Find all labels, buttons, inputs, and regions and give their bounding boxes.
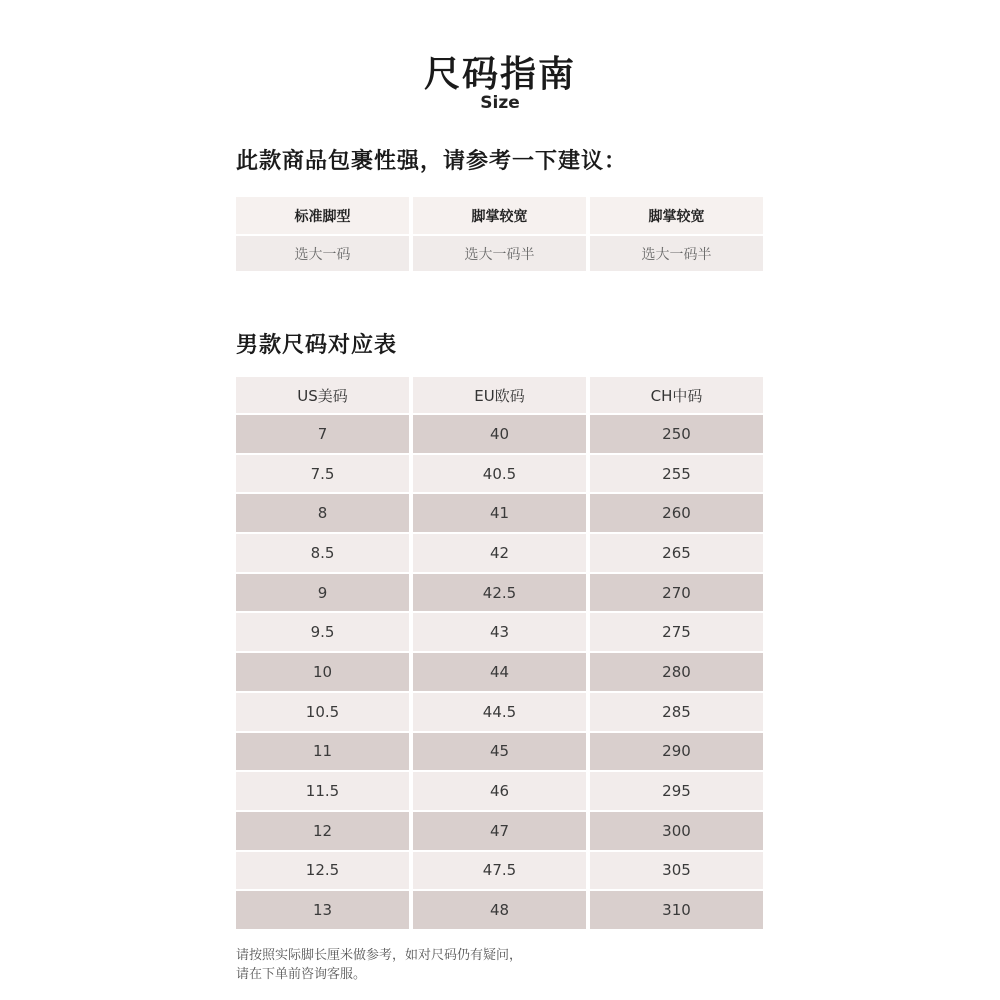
table-cell: 12 bbox=[236, 812, 409, 850]
table-cell: 7.5 bbox=[236, 455, 409, 493]
size-table bbox=[236, 377, 764, 931]
advice-value-cell: 选大一码半 bbox=[590, 236, 763, 271]
table-row bbox=[236, 653, 764, 691]
table-cell: 305 bbox=[590, 852, 763, 890]
table-cell: 8.5 bbox=[236, 534, 409, 572]
table-cell: 9.5 bbox=[236, 613, 409, 651]
table-cell: 10.5 bbox=[236, 693, 409, 731]
table-cell: 275 bbox=[590, 613, 763, 651]
size-note bbox=[236, 946, 522, 984]
advice-header-cell: 脚掌较宽 bbox=[413, 197, 586, 234]
table-cell: 7 bbox=[236, 415, 409, 453]
table-cell: 47 bbox=[413, 812, 586, 850]
size-table-heading: 男款尺码对应表 bbox=[236, 333, 398, 358]
table-cell: 9 bbox=[236, 574, 409, 612]
advice-value-cell: 选大一码半 bbox=[413, 236, 586, 271]
table-cell: 40.5 bbox=[413, 455, 586, 493]
size-header-cell: EU欧码 bbox=[413, 377, 586, 413]
table-row bbox=[236, 534, 764, 572]
table-cell: 13 bbox=[236, 891, 409, 929]
page-subtitle: Size bbox=[480, 93, 520, 113]
table-cell: 10 bbox=[236, 653, 409, 691]
advice-table bbox=[236, 197, 764, 273]
table-cell: 260 bbox=[590, 494, 763, 532]
size-note-line: 请按照实际脚长厘米做参考，如对尺码仍有疑问， bbox=[236, 948, 523, 963]
table-cell: 300 bbox=[590, 812, 763, 850]
table-cell: 285 bbox=[590, 693, 763, 731]
table-row bbox=[236, 574, 764, 612]
table-cell: 310 bbox=[590, 891, 763, 929]
table-cell: 48 bbox=[413, 891, 586, 929]
table-row bbox=[236, 812, 764, 850]
table-cell: 43 bbox=[413, 613, 586, 651]
table-cell: 295 bbox=[590, 772, 763, 810]
table-row bbox=[236, 891, 764, 929]
table-cell: 42.5 bbox=[413, 574, 586, 612]
table-row bbox=[236, 494, 764, 532]
table-row bbox=[236, 415, 764, 453]
table-cell: 46 bbox=[413, 772, 586, 810]
table-cell: 8 bbox=[236, 494, 409, 532]
table-cell: 44.5 bbox=[413, 693, 586, 731]
table-cell: 12.5 bbox=[236, 852, 409, 890]
table-cell: 47.5 bbox=[413, 852, 586, 890]
table-cell: 42 bbox=[413, 534, 586, 572]
advice-value-cell: 选大一码 bbox=[236, 236, 409, 271]
table-cell: 40 bbox=[413, 415, 586, 453]
table-cell: 290 bbox=[590, 733, 763, 771]
table-cell: 11 bbox=[236, 733, 409, 771]
size-header-cell: CH中码 bbox=[590, 377, 763, 413]
advice-header-cell: 脚掌较宽 bbox=[590, 197, 763, 234]
table-row bbox=[236, 693, 764, 731]
table-cell: 44 bbox=[413, 653, 586, 691]
table-row bbox=[236, 852, 764, 890]
advice-value-row bbox=[236, 236, 764, 271]
advice-header-row bbox=[236, 197, 764, 234]
advice-header-cell: 标准脚型 bbox=[236, 197, 409, 234]
table-cell: 255 bbox=[590, 455, 763, 493]
table-cell: 265 bbox=[590, 534, 763, 572]
table-row bbox=[236, 455, 764, 493]
size-header-row bbox=[236, 377, 764, 413]
table-cell: 280 bbox=[590, 653, 763, 691]
table-cell: 41 bbox=[413, 494, 586, 532]
table-cell: 270 bbox=[590, 574, 763, 612]
table-row bbox=[236, 613, 764, 651]
table-cell: 250 bbox=[590, 415, 763, 453]
size-note-line: 请在下单前咨询客服。 bbox=[236, 967, 367, 982]
table-row bbox=[236, 733, 764, 771]
advice-heading: 此款商品包裹性强，请参考一下建议： bbox=[236, 149, 628, 174]
table-cell: 45 bbox=[413, 733, 586, 771]
table-row bbox=[236, 772, 764, 810]
page-title: 尺码指南 bbox=[423, 54, 576, 95]
table-cell: 11.5 bbox=[236, 772, 409, 810]
size-header-cell: US美码 bbox=[236, 377, 409, 413]
